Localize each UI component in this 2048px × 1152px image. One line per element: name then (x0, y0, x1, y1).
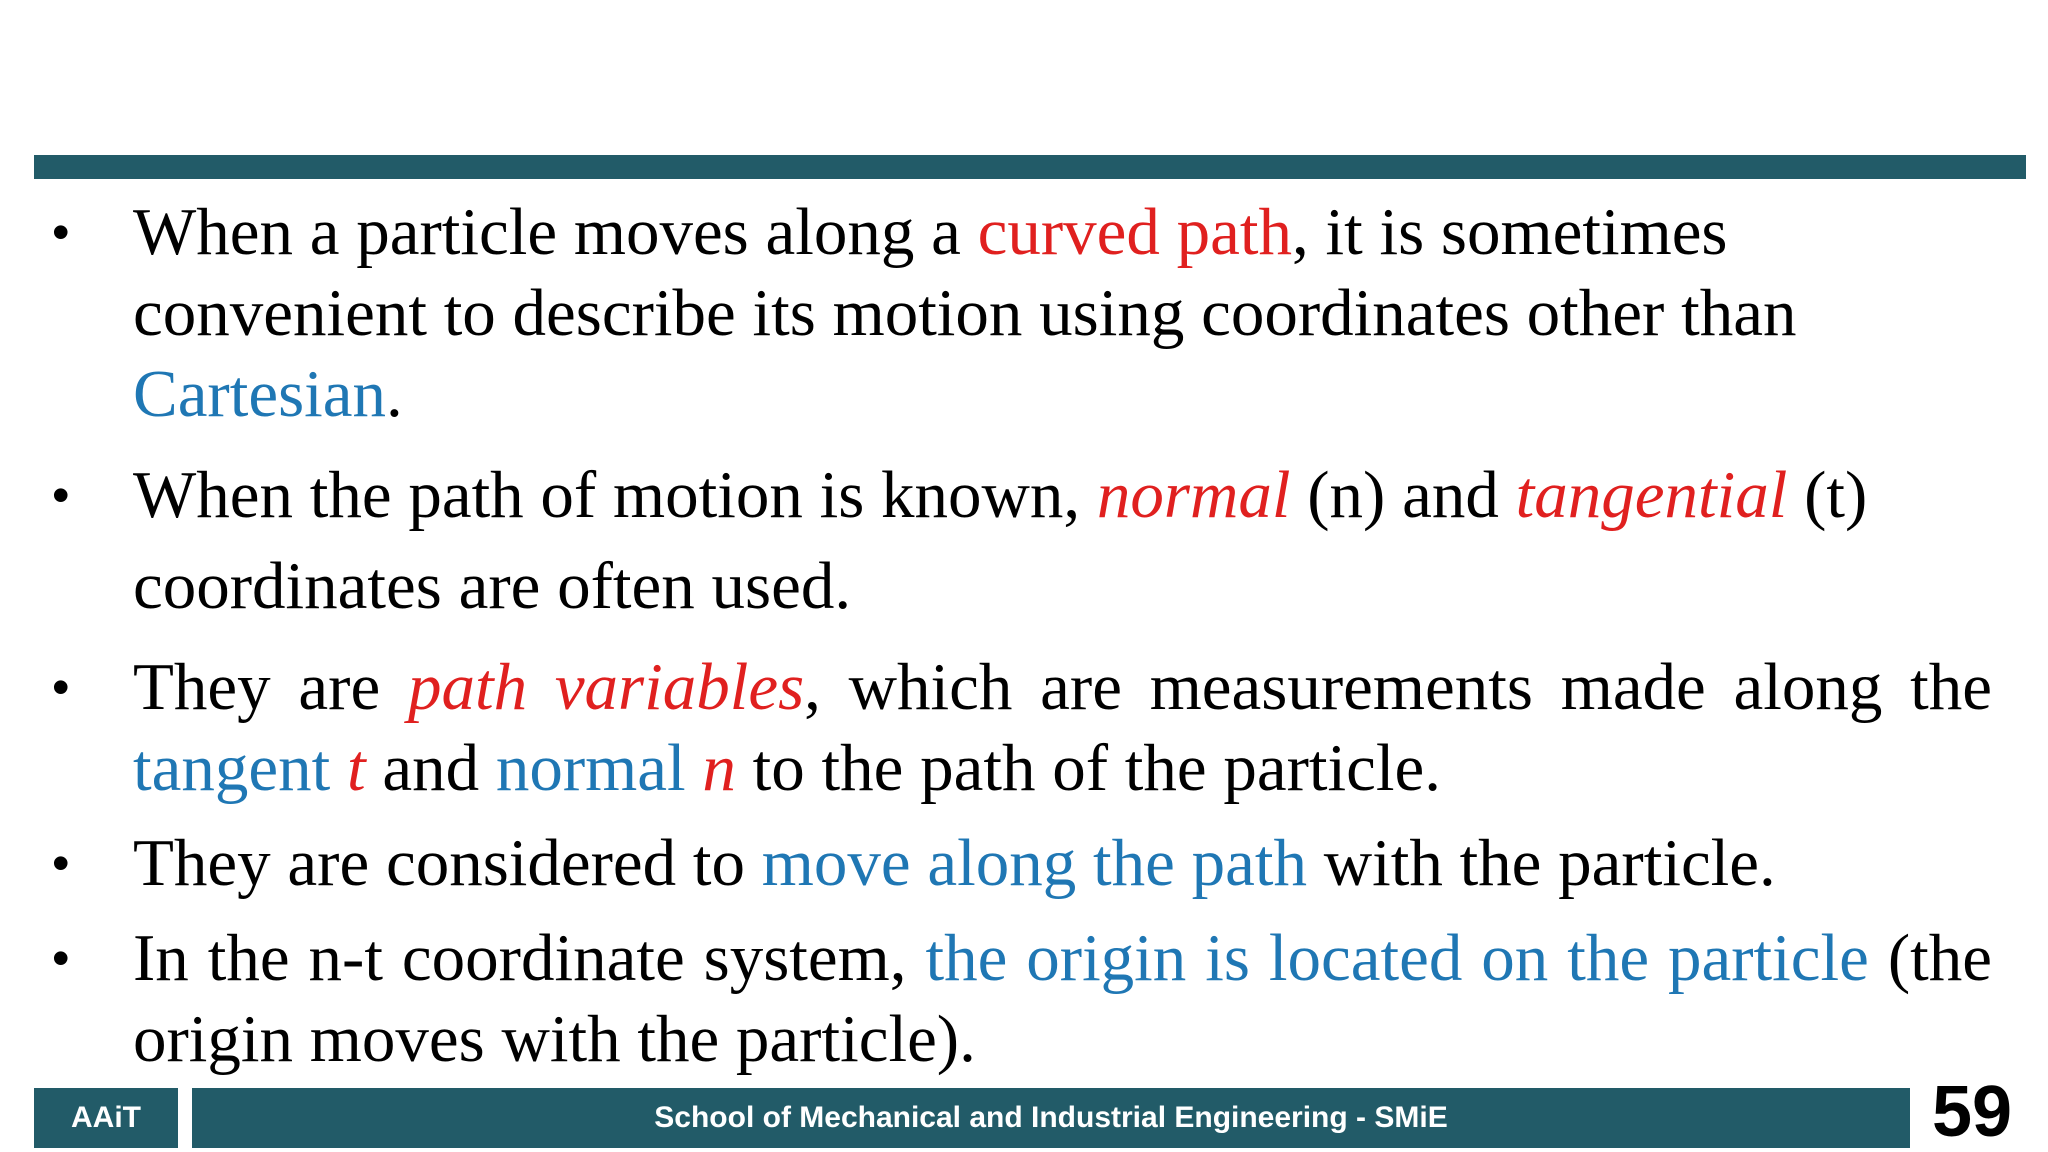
header-bar (34, 155, 2026, 179)
emphasis-normal: normal (1096, 458, 1291, 532)
symbol-n: n (702, 731, 736, 805)
bullet-dot-icon: • (52, 204, 70, 260)
bullet-item-3 (52, 647, 1992, 809)
bullet-text: (t) (1787, 458, 1868, 532)
footer-institution-label: AAiT (34, 1088, 178, 1148)
bullet-dot-icon: • (52, 835, 70, 891)
bullet-item-5 (52, 918, 1992, 1080)
bullet-text: with the particle. (1306, 826, 1776, 900)
bullet-text: In the n-t coordinate system, (133, 921, 926, 995)
bullet-text: , which are measurements made along the (804, 650, 1992, 724)
bullet-text: They are (133, 650, 408, 724)
page-number: 59 (1931, 1072, 2013, 1152)
bullet-item-2 (52, 455, 1992, 627)
bullet-item-4 (52, 823, 1992, 904)
bullet-item-1 (52, 192, 1992, 435)
bullet-text: . (386, 357, 403, 431)
bullet-list (52, 192, 1992, 1080)
bullet-text: (the origin moves with the particle). (133, 921, 1993, 1076)
emphasis-cartesian: Cartesian (133, 357, 387, 431)
bullet-text: to the path of the particle. (735, 731, 1441, 805)
symbol-t: t (346, 731, 366, 805)
emphasis-move-along-path: move along the path (761, 826, 1307, 900)
bullet-text: They are considered to (133, 826, 762, 900)
emphasis-origin-on-particle: the origin is located on the particle (925, 921, 1869, 995)
emphasis-tangent: tangent (133, 731, 331, 805)
bullet-text: When a particle moves along a (133, 195, 978, 269)
emphasis-path-variables: path variables (407, 650, 805, 724)
bullet-dot-icon: • (52, 659, 70, 715)
bullet-text: , it is sometimes convenient to describe its motion using coordinates other than (133, 195, 1797, 350)
bullet-text: and (365, 731, 496, 805)
bullet-text: When the path of motion is known, (133, 458, 1097, 532)
bullet-dot-icon: • (52, 467, 70, 523)
emphasis-curved-path: curved path (977, 195, 1292, 269)
emphasis-normal-direction: normal (495, 731, 686, 805)
bullet-dot-icon: • (52, 930, 70, 986)
bullet-text: coordinates are often used. (133, 549, 852, 623)
bullet-text: (n) and (1290, 458, 1516, 532)
emphasis-tangential: tangential (1515, 458, 1788, 532)
footer-school-label: School of Mechanical and Industrial Engineering - SMiE (192, 1088, 1910, 1148)
